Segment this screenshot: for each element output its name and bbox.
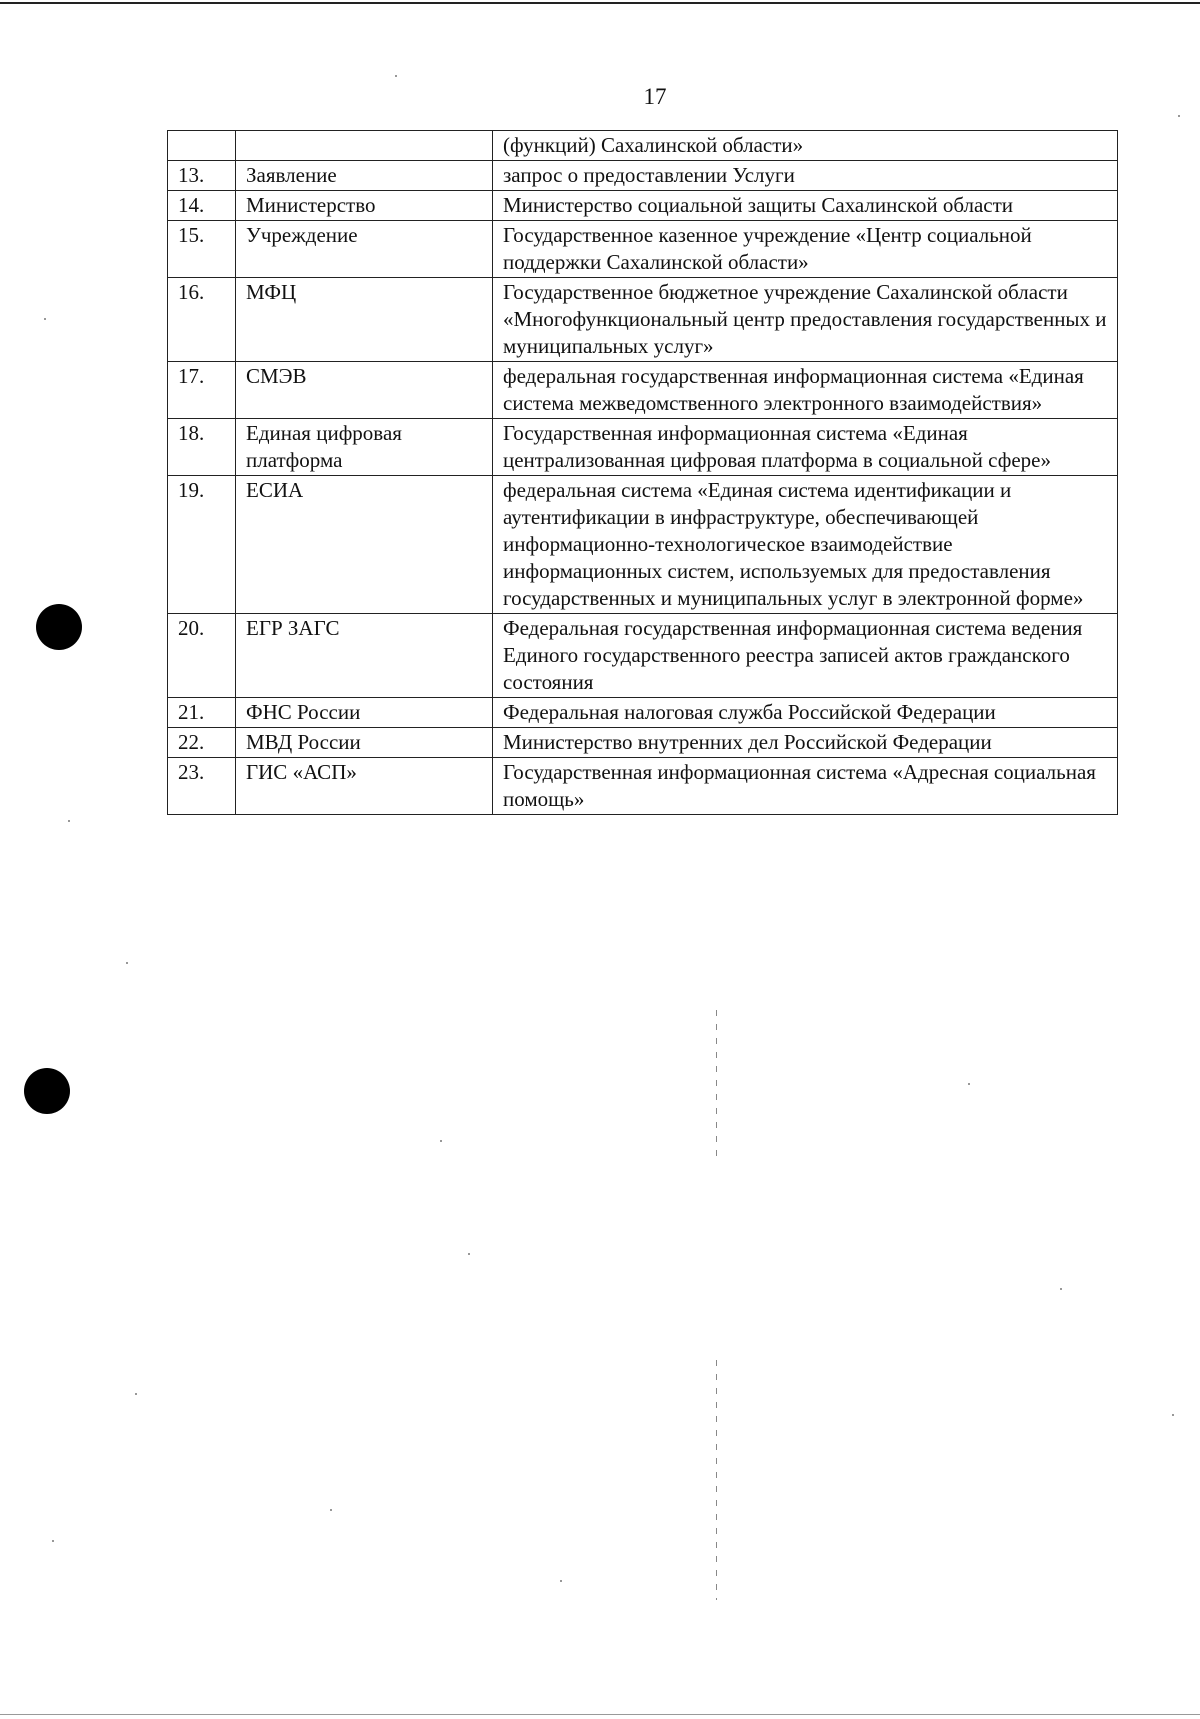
row-definition: (функций) Сахалинской области»: [493, 131, 1118, 161]
row-definition: федеральная государственная информационная система «Единая система межведомственного электронного взаимодействия»: [493, 362, 1118, 419]
row-number: 22.: [168, 728, 236, 758]
scan-speck: [468, 1253, 470, 1255]
table-row: [168, 419, 1118, 476]
row-number: 19.: [168, 476, 236, 614]
row-number: 13.: [168, 161, 236, 191]
row-term: СМЭВ: [236, 362, 493, 419]
row-definition: федеральная система «Единая система идентификации и аутентификации в инфраструктуре, обеспечивающей информационно-технологическое взаимодействие информационных систем, используемых для предоставления государственных и муниципальных услуг в электронной форме»: [493, 476, 1118, 614]
row-term: Министерство: [236, 191, 493, 221]
scan-speck: [968, 1083, 970, 1085]
punch-hole: [36, 604, 82, 650]
row-number: 15.: [168, 221, 236, 278]
punch-hole: [24, 1068, 70, 1114]
row-definition: Государственное казенное учреждение «Центр социальной поддержки Сахалинской области»: [493, 221, 1118, 278]
table-row: [168, 758, 1118, 815]
table-row: [168, 614, 1118, 698]
row-term: МФЦ: [236, 278, 493, 362]
row-term: Единая цифровая платформа: [236, 419, 493, 476]
table-row: [168, 728, 1118, 758]
row-definition: Федеральная государственная информационная система ведения Единого государственного реестра записей актов гражданского состояния: [493, 614, 1118, 698]
scan-speck: [44, 318, 46, 320]
row-number: 18.: [168, 419, 236, 476]
row-number: 17.: [168, 362, 236, 419]
table-row: [168, 161, 1118, 191]
scan-artifact-line: [716, 1010, 717, 1160]
scan-artifact-line: [716, 1360, 717, 1600]
row-number: 16.: [168, 278, 236, 362]
scan-speck: [1178, 115, 1180, 117]
table-row: [168, 698, 1118, 728]
scan-speck: [68, 820, 70, 822]
row-definition: Министерство социальной защиты Сахалинской области: [493, 191, 1118, 221]
scan-speck: [52, 1540, 54, 1542]
page-number: 17: [643, 84, 667, 109]
table-row: [168, 278, 1118, 362]
row-definition: запрос о предоставлении Услуги: [493, 161, 1118, 191]
row-term: МВД России: [236, 728, 493, 758]
table-row: [168, 221, 1118, 278]
table-row: [168, 191, 1118, 221]
scan-bottom-edge: [0, 1714, 1200, 1715]
scan-speck: [126, 962, 128, 964]
row-term: Учреждение: [236, 221, 493, 278]
row-definition: Государственная информационная система «Адресная социальная помощь»: [493, 758, 1118, 815]
row-definition: Государственное бюджетное учреждение Сахалинской области «Многофункциональный центр предоставления государственных и муниципальных услуг»: [493, 278, 1118, 362]
row-definition: Государственная информационная система «Единая централизованная цифровая платформа в социальной сфере»: [493, 419, 1118, 476]
row-number: 14.: [168, 191, 236, 221]
row-number: 21.: [168, 698, 236, 728]
scan-speck: [440, 1140, 442, 1142]
scan-speck: [330, 1509, 332, 1511]
abbreviations-table: [167, 130, 1118, 815]
row-term: ЕГР ЗАГС: [236, 614, 493, 698]
table-row: [168, 131, 1118, 161]
row-definition: Федеральная налоговая служба Российской Федерации: [493, 698, 1118, 728]
table-row: [168, 362, 1118, 419]
row-definition: Министерство внутренних дел Российской Федерации: [493, 728, 1118, 758]
scan-top-border: [0, 2, 1200, 4]
row-term: ГИС «АСП»: [236, 758, 493, 815]
row-term: ЕСИА: [236, 476, 493, 614]
scan-speck: [560, 1580, 562, 1582]
row-term: ФНС России: [236, 698, 493, 728]
row-term: Заявление: [236, 161, 493, 191]
scan-speck: [395, 75, 397, 77]
row-number: 23.: [168, 758, 236, 815]
row-term: [236, 131, 493, 161]
scan-speck: [135, 1393, 137, 1395]
scan-speck: [1060, 1288, 1062, 1290]
scan-speck: [1172, 1414, 1174, 1416]
row-number: [168, 131, 236, 161]
row-number: 20.: [168, 614, 236, 698]
table-row: [168, 476, 1118, 614]
